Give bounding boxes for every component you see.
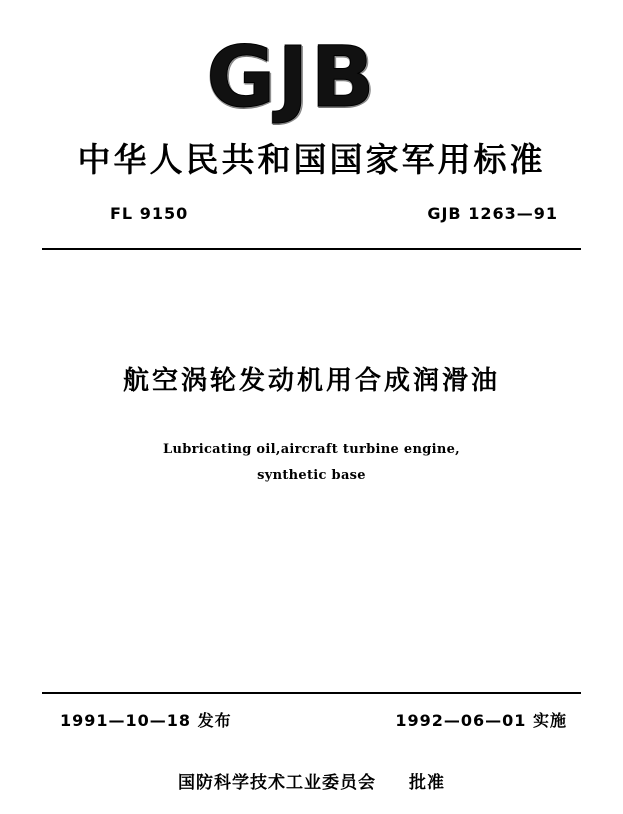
effective-date: 1992—06—01 实施 <box>395 711 567 730</box>
gjb-logo-text: GJB <box>206 28 377 126</box>
publisher-name: 国防科学技术工业委员会 <box>178 773 377 793</box>
document-title-cn: 航空涡轮发动机用合成润滑油 <box>122 366 500 396</box>
publisher-row <box>0 768 623 793</box>
classification-code: FL 9150 <box>110 204 189 223</box>
divider-top <box>42 248 581 250</box>
issue-date: 1991—10—18 发布 <box>60 711 232 730</box>
date-row <box>48 708 575 731</box>
document-title-en <box>0 437 623 489</box>
standard-number: GJB 1263—91 <box>427 204 558 223</box>
code-row <box>45 204 578 223</box>
document-title-en-line1: Lubricating oil,aircraft turbine engine, <box>163 442 460 457</box>
approval-label: 批准 <box>408 773 445 793</box>
gjb-logo <box>0 28 623 126</box>
national-standard-heading: 中华人民共和国国家军用标准 <box>77 140 546 179</box>
divider-bottom <box>42 692 581 694</box>
document-title-en-line2: synthetic base <box>257 468 366 483</box>
